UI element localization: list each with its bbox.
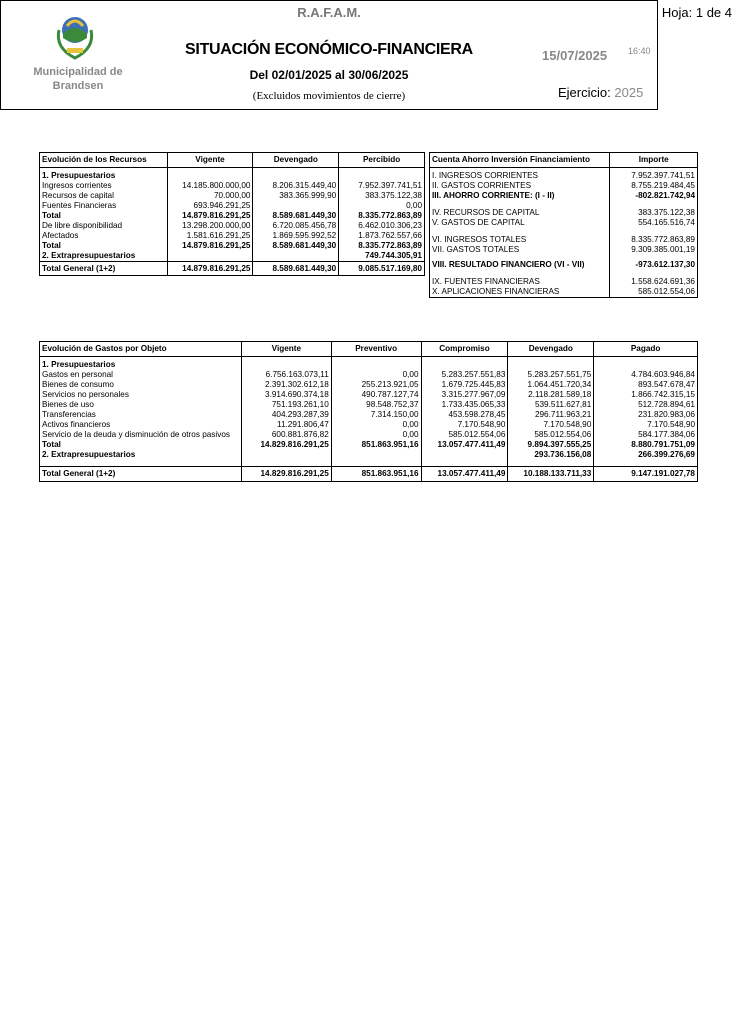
row-value: 7.170.548,90 [594,420,698,430]
row-label: 2. Extrapresupuestarios [42,251,136,260]
row-value: 2.118.281.589,18 [508,390,594,400]
row-label: Afectados [42,231,79,240]
total-value: 10.188.133.711,33 [508,467,594,482]
row-value [241,357,331,371]
table-row [430,270,698,277]
row-label [430,228,610,235]
recursos-header-vigente: Vigente [167,153,253,168]
system-name: R.A.F.A.M. [297,5,361,20]
table-row [40,430,698,440]
row-label: III. AHORRO CORRIENTE: (I - II) [432,191,555,200]
row-value: 0,00 [331,370,421,380]
cuenta-header-importe: Importe [610,153,698,168]
row-label: Total [42,211,61,220]
row-value [610,270,698,277]
row-label: IV. RECURSOS DE CAPITAL [432,208,540,217]
table-row [40,370,698,380]
row-value: 8.880.791.751,09 [594,440,698,450]
row-value: 14.879.816.291,25 [167,211,253,221]
gastos-header-concept: Evolución de Gastos por Objeto [40,342,242,357]
row-value [339,168,425,182]
table-row [40,201,425,211]
row-value: 8.589.681.449,30 [253,241,339,251]
row-label: V. GASTOS DE CAPITAL [432,218,525,227]
row-value [167,251,253,262]
row-value [253,251,339,262]
table-row [40,241,425,251]
row-label: De libre disponibilidad [42,221,123,230]
row-value: 6.462.010.306,23 [339,221,425,231]
row-label: Total [42,440,61,449]
row-value [253,201,339,211]
row-value: 1.869.595.992,52 [253,231,339,241]
row-value: 1.064.451.720,34 [508,380,594,390]
row-value: 1.558.624.691,36 [610,277,698,287]
table-row [430,181,698,191]
row-value [421,450,508,460]
row-value: 7.952.397.741,51 [339,181,425,191]
row-value: 14.185.800.000,00 [167,181,253,191]
table-row [430,201,698,208]
report-time: 16:40 [628,46,651,56]
recursos-header-percibido: Percibido [339,153,425,168]
row-value [508,357,594,371]
row-label: Gastos en personal [42,370,114,379]
row-value: 231.820.983,06 [594,410,698,420]
row-value: 1.733.435.065,33 [421,400,508,410]
row-value: 13.298.200.000,00 [167,221,253,231]
table-row [40,168,425,182]
row-value: 585.012.554,06 [508,430,594,440]
row-value: 0,00 [331,420,421,430]
row-value: 8.589.681.449,30 [253,211,339,221]
row-label: 1. Presupuestarios [42,171,116,180]
table-row [430,260,698,270]
total-label: Total General (1+2) [40,262,168,276]
table-row [40,410,698,420]
table-row [430,287,698,298]
row-value: 7.170.548,90 [421,420,508,430]
row-value: 0,00 [339,201,425,211]
row-value: 7.952.397.741,51 [610,168,698,182]
gastos-header-devengado: Devengado [508,342,594,357]
row-label: IX. FUENTES FINANCIERAS [432,277,540,286]
table-row [40,440,698,450]
row-label: Bienes de consumo [42,380,114,389]
row-value: 9.309.385.001,19 [610,245,698,255]
table-row [40,450,698,460]
total-label: Total General (1+2) [40,467,242,482]
row-value: 751.193.261,10 [241,400,331,410]
row-value: 383.375.122,38 [610,208,698,218]
row-value: 8.335.772.863,89 [339,241,425,251]
row-label: Servicios no personales [42,390,129,399]
row-value: 585.012.554,06 [610,287,698,298]
report-header [0,0,732,110]
row-label: Servicio de la deuda y disminución de otros pasivos [42,430,230,439]
row-value [421,357,508,371]
row-value: 8.335.772.863,89 [610,235,698,245]
table-row [40,191,425,201]
row-value: 851.863.951,16 [331,440,421,450]
row-label: Bienes de uso [42,400,94,409]
row-value: 7.170.548,90 [508,420,594,430]
row-value: 693.946.291,25 [167,201,253,211]
row-value: 2.391.302.612,18 [241,380,331,390]
row-value: 404.293.287,39 [241,410,331,420]
row-value: 383.375.122,38 [339,191,425,201]
row-value: 453.598.278,45 [421,410,508,420]
row-label: Transferencias [42,410,96,419]
row-value: 255.213.921,05 [331,380,421,390]
row-value [167,168,253,182]
total-value: 8.589.681.449,30 [253,262,339,276]
row-label: Total [42,241,61,250]
row-value: 14.829.816.291,25 [241,440,331,450]
table-row [430,228,698,235]
row-value: 490.787.127,74 [331,390,421,400]
row-value: 9.894.397.555,25 [508,440,594,450]
report-date: 15/07/2025 [542,48,608,63]
row-label: VIII. RESULTADO FINANCIERO (VI - VII) [432,260,585,269]
table-row [40,181,425,191]
row-value: 70.000,00 [167,191,253,201]
table-row [40,357,698,371]
row-value [610,201,698,208]
row-value: 3.914.690.374,18 [241,390,331,400]
row-value [610,228,698,235]
row-value: 6.756.163.073,11 [241,370,331,380]
recursos-header-concept: Evolución de los Recursos [40,153,168,168]
row-value: 5.283.257.551,75 [508,370,594,380]
total-value: 9.085.517.169,80 [339,262,425,276]
row-value: 4.784.603.946,84 [594,370,698,380]
gastos-header-preventivo: Preventivo [331,342,421,357]
row-value: 5.283.257.551,83 [421,370,508,380]
row-value: -802.821.742,94 [610,191,698,201]
row-value: 1.581.616.291,25 [167,231,253,241]
row-label: 1. Presupuestarios [42,360,116,369]
table-row [40,380,698,390]
total-value: 14.879.816.291,25 [167,262,253,276]
row-value: 6.720.085.456,78 [253,221,339,231]
total-row [40,467,698,482]
table-row [40,251,425,262]
row-label [430,201,610,208]
row-value: 0,00 [331,430,421,440]
row-value: -973.612.137,30 [610,260,698,270]
row-value: 8.206.315.449,40 [253,181,339,191]
row-label: II. GASTOS CORRIENTES [432,181,532,190]
recursos-table [39,152,425,276]
row-label: 2. Extrapresupuestarios [42,450,136,459]
gastos-header-vigente: Vigente [241,342,331,357]
row-label: I. INGRESOS CORRIENTES [432,171,538,180]
report-period: Del 02/01/2025 al 30/06/2025 [249,68,409,82]
row-value: 512.728.894,61 [594,400,698,410]
row-value: 893.547.678,47 [594,380,698,390]
table-row [40,400,698,410]
total-value: 13.057.477.411,49 [421,467,508,482]
row-value: 293.736.156,08 [508,450,594,460]
row-value [253,168,339,182]
exercise-label: Ejercicio: [558,85,611,100]
table-row [430,168,698,182]
row-value [331,450,421,460]
row-value: 383.365.999,90 [253,191,339,201]
row-value [594,357,698,371]
row-label: Fuentes Financieras [42,201,117,210]
row-value: 8.335.772.863,89 [339,211,425,221]
total-row [40,262,425,276]
row-value: 3.315.277.967,09 [421,390,508,400]
row-value: 11.291.806,47 [241,420,331,430]
gastos-header-pagado: Pagado [594,342,698,357]
table-row [430,191,698,201]
row-value: 98.548.752,37 [331,400,421,410]
exclusion-note: (Excluidos movimientos de cierre) [252,90,406,102]
municipality-name: Municipalidad de Brandsen [33,66,123,92]
table-row [430,277,698,287]
row-value: 266.399.276,69 [594,450,698,460]
row-value: 14.879.816.291,25 [167,241,253,251]
table-row [40,211,425,221]
row-value: 13.057.477.411,49 [421,440,508,450]
table-row [40,231,425,241]
row-label: Activos financieros [42,420,111,429]
row-value: 584.177.384,06 [594,430,698,440]
row-value: 539.511.627,81 [508,400,594,410]
row-label: Ingresos corrientes [42,181,112,190]
total-value: 9.147.191.027,78 [594,467,698,482]
total-value: 14.829.816.291,25 [241,467,331,482]
report-title: SITUACIÓN ECONÓMICO-FINANCIERA [185,41,473,58]
table-row [430,218,698,228]
table-row [430,245,698,255]
total-value: 851.863.951,16 [331,467,421,482]
row-value: 585.012.554,06 [421,430,508,440]
page-indicator: Hoja: 1 de 4 [661,5,732,20]
row-value [241,450,331,460]
row-value: 7.314.150,00 [331,410,421,420]
row-value: 1.679.725.445,83 [421,380,508,390]
row-value: 600.881.876,82 [241,430,331,440]
table-row [430,208,698,218]
recursos-header-devengado: Devengado [253,153,339,168]
exercise-value: 2025 [614,85,644,100]
row-value [331,357,421,371]
row-label: VI. INGRESOS TOTALES [432,235,527,244]
row-value: 8.755.219.484,45 [610,181,698,191]
table-row [40,390,698,400]
cuenta-ahorro-table [429,152,698,298]
row-label: Recursos de capital [42,191,114,200]
gastos-header-compromiso: Compromiso [421,342,508,357]
row-value: 1.866.742.315,15 [594,390,698,400]
exercise-year [558,85,643,100]
row-label: VII. GASTOS TOTALES [432,245,520,254]
row-value: 554.165.516,74 [610,218,698,228]
row-value: 1.873.762.557,66 [339,231,425,241]
table-row [430,235,698,245]
row-value: 749.744.305,91 [339,251,425,262]
row-label [430,270,610,277]
cuenta-header-concept: Cuenta Ahorro Inversión Financiamiento [430,153,610,168]
gastos-table [39,341,698,482]
row-value: 296.711.963,21 [508,410,594,420]
table-row [40,221,425,231]
row-label: X. APLICACIONES FINANCIERAS [432,287,560,296]
table-row [40,420,698,430]
